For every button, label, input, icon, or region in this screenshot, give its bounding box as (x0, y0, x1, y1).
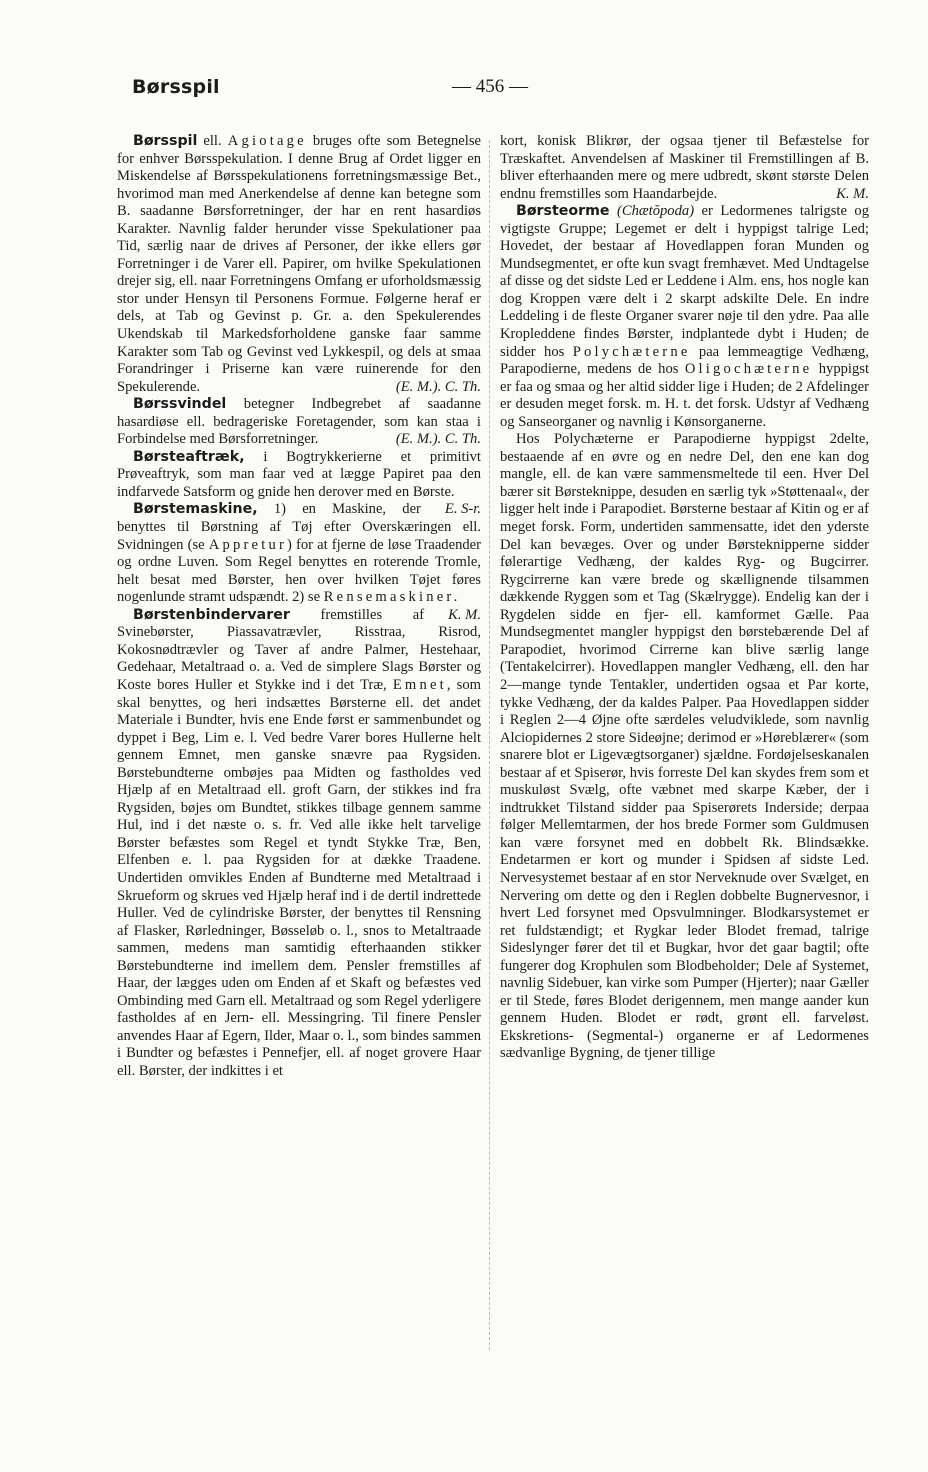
left-column (117, 133, 481, 1081)
entry-borstenbindervarer: Børstenbindervarer fremstilles af Svinebørster, Piassavatrævler, Risstraa, Risrod, Kokosnødtrævler og Taver af andre Palmer, Hestehaar, Gedehaar, Metaltraad o. a. Ved de simplere Slags Børster og Koste bores Huller et Stykke ind i det Træ, Emnet, som skal benyttes, og heri indsættes Børsterne ell. det andet Materiale i Bundter, hvis ene Ende først er sammenbundet og dyppet i Beg, Lim e. l. Ved bedre Varer bores Hullerne helt gennem Emnet, men ganske snævre paa Rygsiden. Børstebundterne ombøjes paa Midten og fastholdes ved Hjælp af en Metaltraad ell. groft Garn, der stikkes ind fra Rygsiden, bøjes om Bundtet, stikkes tilbage gennem samme Hul, ind i det næste o. s. fr. Ved alle ikke helt tarvelige Børster befæstes som Regel et tyndt Stykke Træ, Ben, Elfenben e. l. paa Rygsiden for at dække Traadene. Undertiden omvikles Enden af Bundterne med Metaltraad i Skrueform og skrues ved Hjælp heraf ind i de dertil indrettede Huller. Ved de cylindriske Børster, der benyttes til Rensning af Flasker, Rørledninger, Bøsseløb o. l., snos to Metaltraade sammen, medens man samtidig efterhaanden stikker Børstebundterne ind imellem dem. Pensler fremstilles af Haar, der lægges uden om Enden af et Skaft og befæstes ved Ombinding med Garn ell. Metaltraad og som Regel yderligere fastholdes af en Jern- ell. Messingring. Til finere Pensler anvendes Haar af Egern, Ilder, Maar o. l., som bindes sammen i Bundter og befæstes i Pennefjer, ell. af noget grovere Haar ell. Børster, der indkittes i et (117, 606, 481, 1079)
page-header (0, 72, 928, 112)
column-divider (489, 140, 490, 1350)
author-signature: (E. M.). C. Th. (395, 378, 481, 395)
entry-borsteorme-paragraph-2: Hos Polychæterne er Parapodierne hyppigst 2delte, bestaaende af en øvre og en nedre Del, den ene kan dog mangle, ell. de kan være sammensmeltede til een. Hver Del bærer sit Børsteknippe, desuden en særlig tyk »Støttenaal«, der ligger helt inde i Parapodiet. Børsterne bestaar af Kitin og er af meget forsk. Form, undertiden sammensatte, idet den yderste Del kan bevæges. Over og under Børsteknipperne sidder følerагtige Vedhæng, der kaldes Ryg- og Bugcirrer. Rygcirrerne kan være brede og skællignende tilsammen dækkende Ryggen som et Tag (Skælrygge). Endelig kan der i Rygdelen sidde en fjer- ell. kamformet Gælle. Paa Mundsegmentet mangler hyppigst den børstebærende Del af Parapodiet, hvorimod Cirrerne kan blive særlig lange (Tentakelcirrer). Hovedlappen mangler Vedhæng, ell. den har 2—mange tynde Tentakler, undertiden ogsaa et Par korte, tykke Vedhæng, der da kaldes Palper. Paa Hovedlappen sidder i Reglen 2—4 Øjne ofte særdeles veludviklede, som navnlig Alciopidernes 2 store Sideøjne; derimod er »Høreblærer« (som snarere blot er Ligevægtsorganer) sjældne. Fordøjelseskanalen bestaar af et Spiserør, hvis forreste Del kan skydes frem som et muskuløst Svælg, ofte væbnet med skarpe Kæber, der i indtrukket Tilstand sidder paa Spiserørets Inderside; derpaa følger Mellemtarmen, der hos brede Former som Guldmusen kan være forsynet med en dobbelt Rk. Blindsække. Endetarmen er kort og munder i Spidsen af sidste Led. Nervesystemet bestaar af en stor Nerveknude over Svælget, en Nervering om dette og den i Reglen dobbelte Bugnervesnor, i hvert Led forsynet med Opsvulmninger. Blodkarsystemet er ret fuldstændigt; et Rygkar leder Blodet fremad, talrige Sideslynger fører det til et Bugkar, hvor det gaar bagtil; ofte fungerer dog Krophulen som Blodbeholder; Dele af Systemet, navnlig Sidebuer, kan virke som Pumper (Hjerter); naar Gæller er til Stede, føres Blodet derigennem, men mange aander kun gennem Huden. Blodet er rødt, grønt ell. farveløst. Ekskretions- (Segmental-) organerne er af Ledormenes sædvanlige Bygning, de tjener tillige (500, 431, 869, 1062)
author-signature: K. M. (448, 606, 481, 623)
running-headword: Børsspil (132, 76, 220, 98)
author-signature: E. S-r. (444, 501, 481, 518)
page-number: — 456 — (452, 76, 528, 97)
entry-term: Børsteorme (516, 203, 610, 220)
entry-borstemaskine: Børstemaskine, 1) en Maskine, der benyttes til Børstning af Tøj efter Overskæringen ell. Svidningen (se Appretur) for at fjerne de løse Traadender og ordne Luven. Som Regel benyttes en roterende Tromle, helt besat med Børster, hen over hvilken Tøjet føres nogenlunde stramt udspændt. 2) se Rensemaskiner. K. M. (117, 501, 481, 623)
entry-term: Børssvindel (133, 396, 227, 413)
entry-term: Børstemaskine, (133, 501, 258, 518)
author-signature: (E. M.). C. Th. (395, 431, 481, 448)
entry-borssvindel: Børssvindel betegner Indbegrebet af saadanne hasardiøse ell. bedrageriske Foretagender, som kan staa i Forbindelse med Børsforretninger. (E. M.). C. Th. (117, 396, 481, 448)
entry-term: Børsteaftræk, (133, 448, 245, 465)
entry-term: Børstenbindervarer (133, 606, 290, 623)
author-signature: K. M. (836, 185, 869, 202)
entry-borsteorme: Børsteorme (Chætŏpoda) er Ledormenes talrigste og vigtigste Gruppe; Legemet er delt i hyppigst talrige Led; Hovedet, der bestaar af Hovedlappen foran Munden og Mundsegmentet, er ofte kun svagt fremhævet. Med Undtagelse af disse og det sidste Led er Leddene i Alm. ens, hos nogle kan dog Kroppen være delt i 2 skarpt adskilte Dele. En indre Leddeling i de fleste Organer svarer nøje til den ydre. Paa alle Kropleddene findes Børster, indplantede dybt i Huden; de sidder hos Polychæterne paa lemmeagtige Vedhæng, Parapodierne, medens de hos Oligochæterne hyppigst er faa og smaa og her altid sidder lige i Huden; de 2 Afdelinger er desuden meget forsk. m. H. t. det forsk. Udstyr af Vedhæng og Sanseorganer og navnlig i Kønsorganerne. (500, 203, 870, 430)
entry-borsspil: Børsspil ell. Agiotage bruges ofte som Betegnelse for enhver Børsspekulation. I denne Brug af Ordet ligger en Miskendelse af Børsspekulationens forretningsmæssige Bet., hvorimod man med Anerkendelse af denne kan betegne som B. saadanne Børsforretninger, der har en rent hasardiøs Karakter. Navnlig falder herunder visse Spekulationer paa Tid, særlig naar de drives af Personer, der ikke ellers gør Forretninger i de Varer ell. Papirer, om hvilke Spekulationen drejer sig, ell. naar Forretningens Omfang er uforholdsmæssig stor under Hensyn til Personens Formue. Følgerne heraf er dels, at Tab og Gevinst p. Gr. a. den Spekulerendes Ukendskab til Markedsforholdene ganske faar samme Karakter som Tab og Gevinst ved Lykkespil, og dels at smaa Forandringer i Priserne kan være ruinerende for den Spekulerende. (E. M.). C. Th. (117, 133, 481, 395)
entry-borsteaftraek: Børsteaftræk, i Bogtrykkerierne et primitivt Prøveaftryk, som man faar ved at lægge Papiret paa den indfarvede Satsform og gnide hen derover med en Børste. E. S-r. (117, 448, 481, 518)
latin-name: (Chætŏpoda) (617, 203, 695, 220)
entry-continuation: kort, konisk Blikrør, der ogsaa tjener til Befæstelse for Træskaftet. Anvendelsen af Maskiner til Fremstillingen af B. bliver efterhaanden mere og mere udbredt, skønt største Delen endnu fremstilles som Haandarbejde. K. M. (500, 133, 869, 202)
right-column (500, 133, 869, 1063)
entry-term: Børsspil (133, 133, 198, 149)
